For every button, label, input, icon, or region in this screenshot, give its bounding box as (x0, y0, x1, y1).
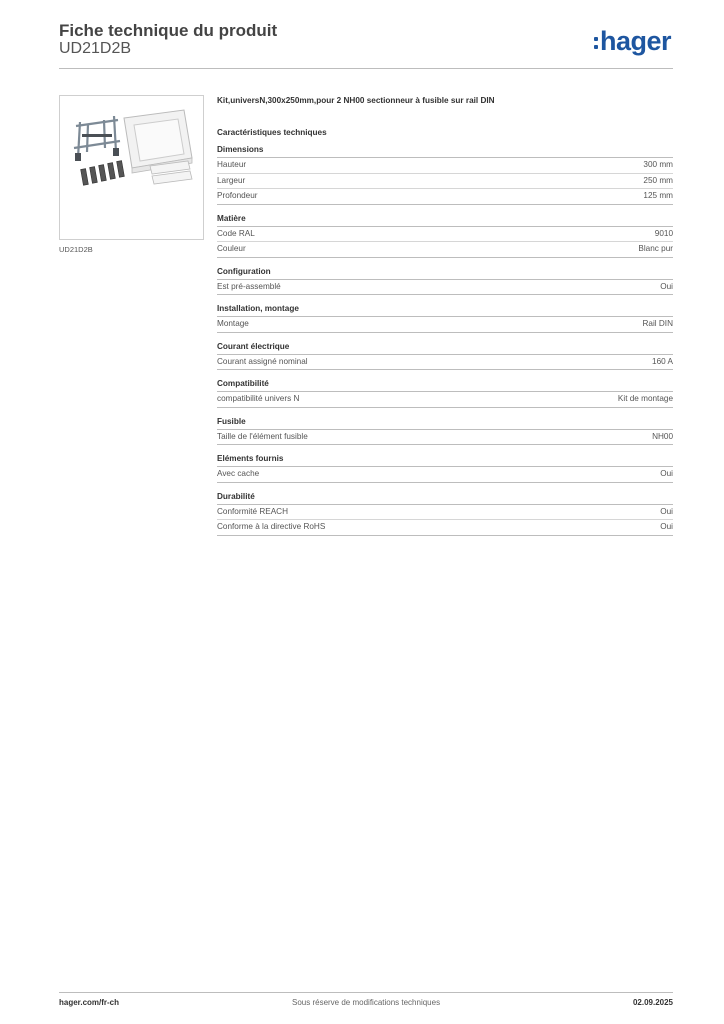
spec-value: 250 mm (643, 175, 673, 185)
spec-row (217, 467, 673, 483)
spec-row (217, 174, 673, 190)
characteristics-heading: Caractéristiques techniques (217, 128, 327, 137)
section-title: Dimensions (217, 144, 673, 158)
spec-label: Conformité REACH (217, 506, 288, 516)
spec-label: Hauteur (217, 160, 247, 169)
section-title: Matière (217, 213, 673, 227)
spec-row (217, 505, 673, 521)
spec-sections (217, 144, 673, 536)
spec-label: Avec cache (217, 469, 260, 478)
section-title: Installation, montage (217, 303, 673, 317)
spec-value: 9010 (654, 228, 673, 238)
spec-section (217, 213, 673, 258)
spec-row (217, 317, 673, 333)
spec-section (217, 491, 673, 536)
spec-section (217, 416, 673, 446)
spec-value: Kit de montage (617, 394, 673, 403)
section-title: Fusible (217, 416, 673, 430)
spec-label: Montage (217, 319, 249, 328)
spec-label: Couleur (217, 244, 246, 253)
spec-value: 300 mm (643, 160, 673, 169)
spec-section (217, 266, 673, 296)
product-title: Kit,universN,300x250mm,pour 2 NH00 sectionneur à fusible sur rail DIN (217, 96, 495, 105)
spec-label: Est pré-assemblé (217, 281, 281, 291)
spec-row (217, 242, 673, 258)
spec-label: Largeur (217, 175, 246, 185)
spec-row (217, 280, 673, 296)
spec-section (217, 341, 673, 371)
spec-label: Courant assigné nominal (217, 356, 308, 366)
spec-value: 125 mm (643, 191, 673, 200)
spec-section (217, 144, 673, 205)
section-title: Durabilité (217, 491, 673, 505)
spec-value: Oui (660, 506, 673, 516)
section-title: Compatibilité (217, 378, 673, 392)
spec-row (217, 430, 673, 446)
spec-label: Code RAL (217, 228, 255, 238)
section-title: Eléments fournis (217, 453, 673, 467)
spec-value: 160 A (652, 356, 673, 366)
footer-website[interactable]: hager.com/fr-ch (59, 998, 120, 1007)
spec-row (217, 392, 673, 408)
spec-row (217, 227, 673, 243)
spec-label: Profondeur (217, 191, 258, 200)
spec-label: compatibilité univers N (217, 394, 300, 403)
logo-text: hager (600, 25, 672, 56)
section-title: Configuration (217, 266, 673, 280)
spec-label: Conforme à la directive RoHS (217, 522, 326, 531)
spec-row (217, 355, 673, 371)
spec-content (217, 96, 673, 536)
spec-value: Rail DIN (642, 319, 673, 328)
spec-row (217, 189, 673, 205)
footer-date: 02.09.2025 (632, 998, 673, 1007)
page-title: Fiche technique du produit (59, 21, 278, 40)
spec-row (217, 158, 673, 174)
spec-label: Taille de l'élément fusible (217, 431, 308, 441)
header-divider (59, 68, 673, 69)
product-kit-image (59, 95, 204, 240)
spec-value: NH00 (652, 431, 673, 441)
spec-value: Oui (660, 281, 673, 291)
spec-value: Oui (660, 522, 673, 531)
spec-section (217, 378, 673, 408)
section-title: Courant électrique (217, 341, 673, 355)
spec-value: Oui (660, 469, 673, 478)
product-code: UD21D2B (59, 40, 132, 57)
image-caption: UD21D2B (59, 245, 93, 254)
footer-divider (59, 992, 673, 993)
logo-dots-icon (594, 37, 598, 49)
footer-disclaimer: Sous réserve de modifications techniques (292, 998, 441, 1007)
spec-row (217, 520, 673, 536)
hager-logo (594, 26, 671, 56)
spec-value: Blanc pur (638, 244, 673, 253)
spec-section (217, 303, 673, 333)
spec-section (217, 453, 673, 483)
